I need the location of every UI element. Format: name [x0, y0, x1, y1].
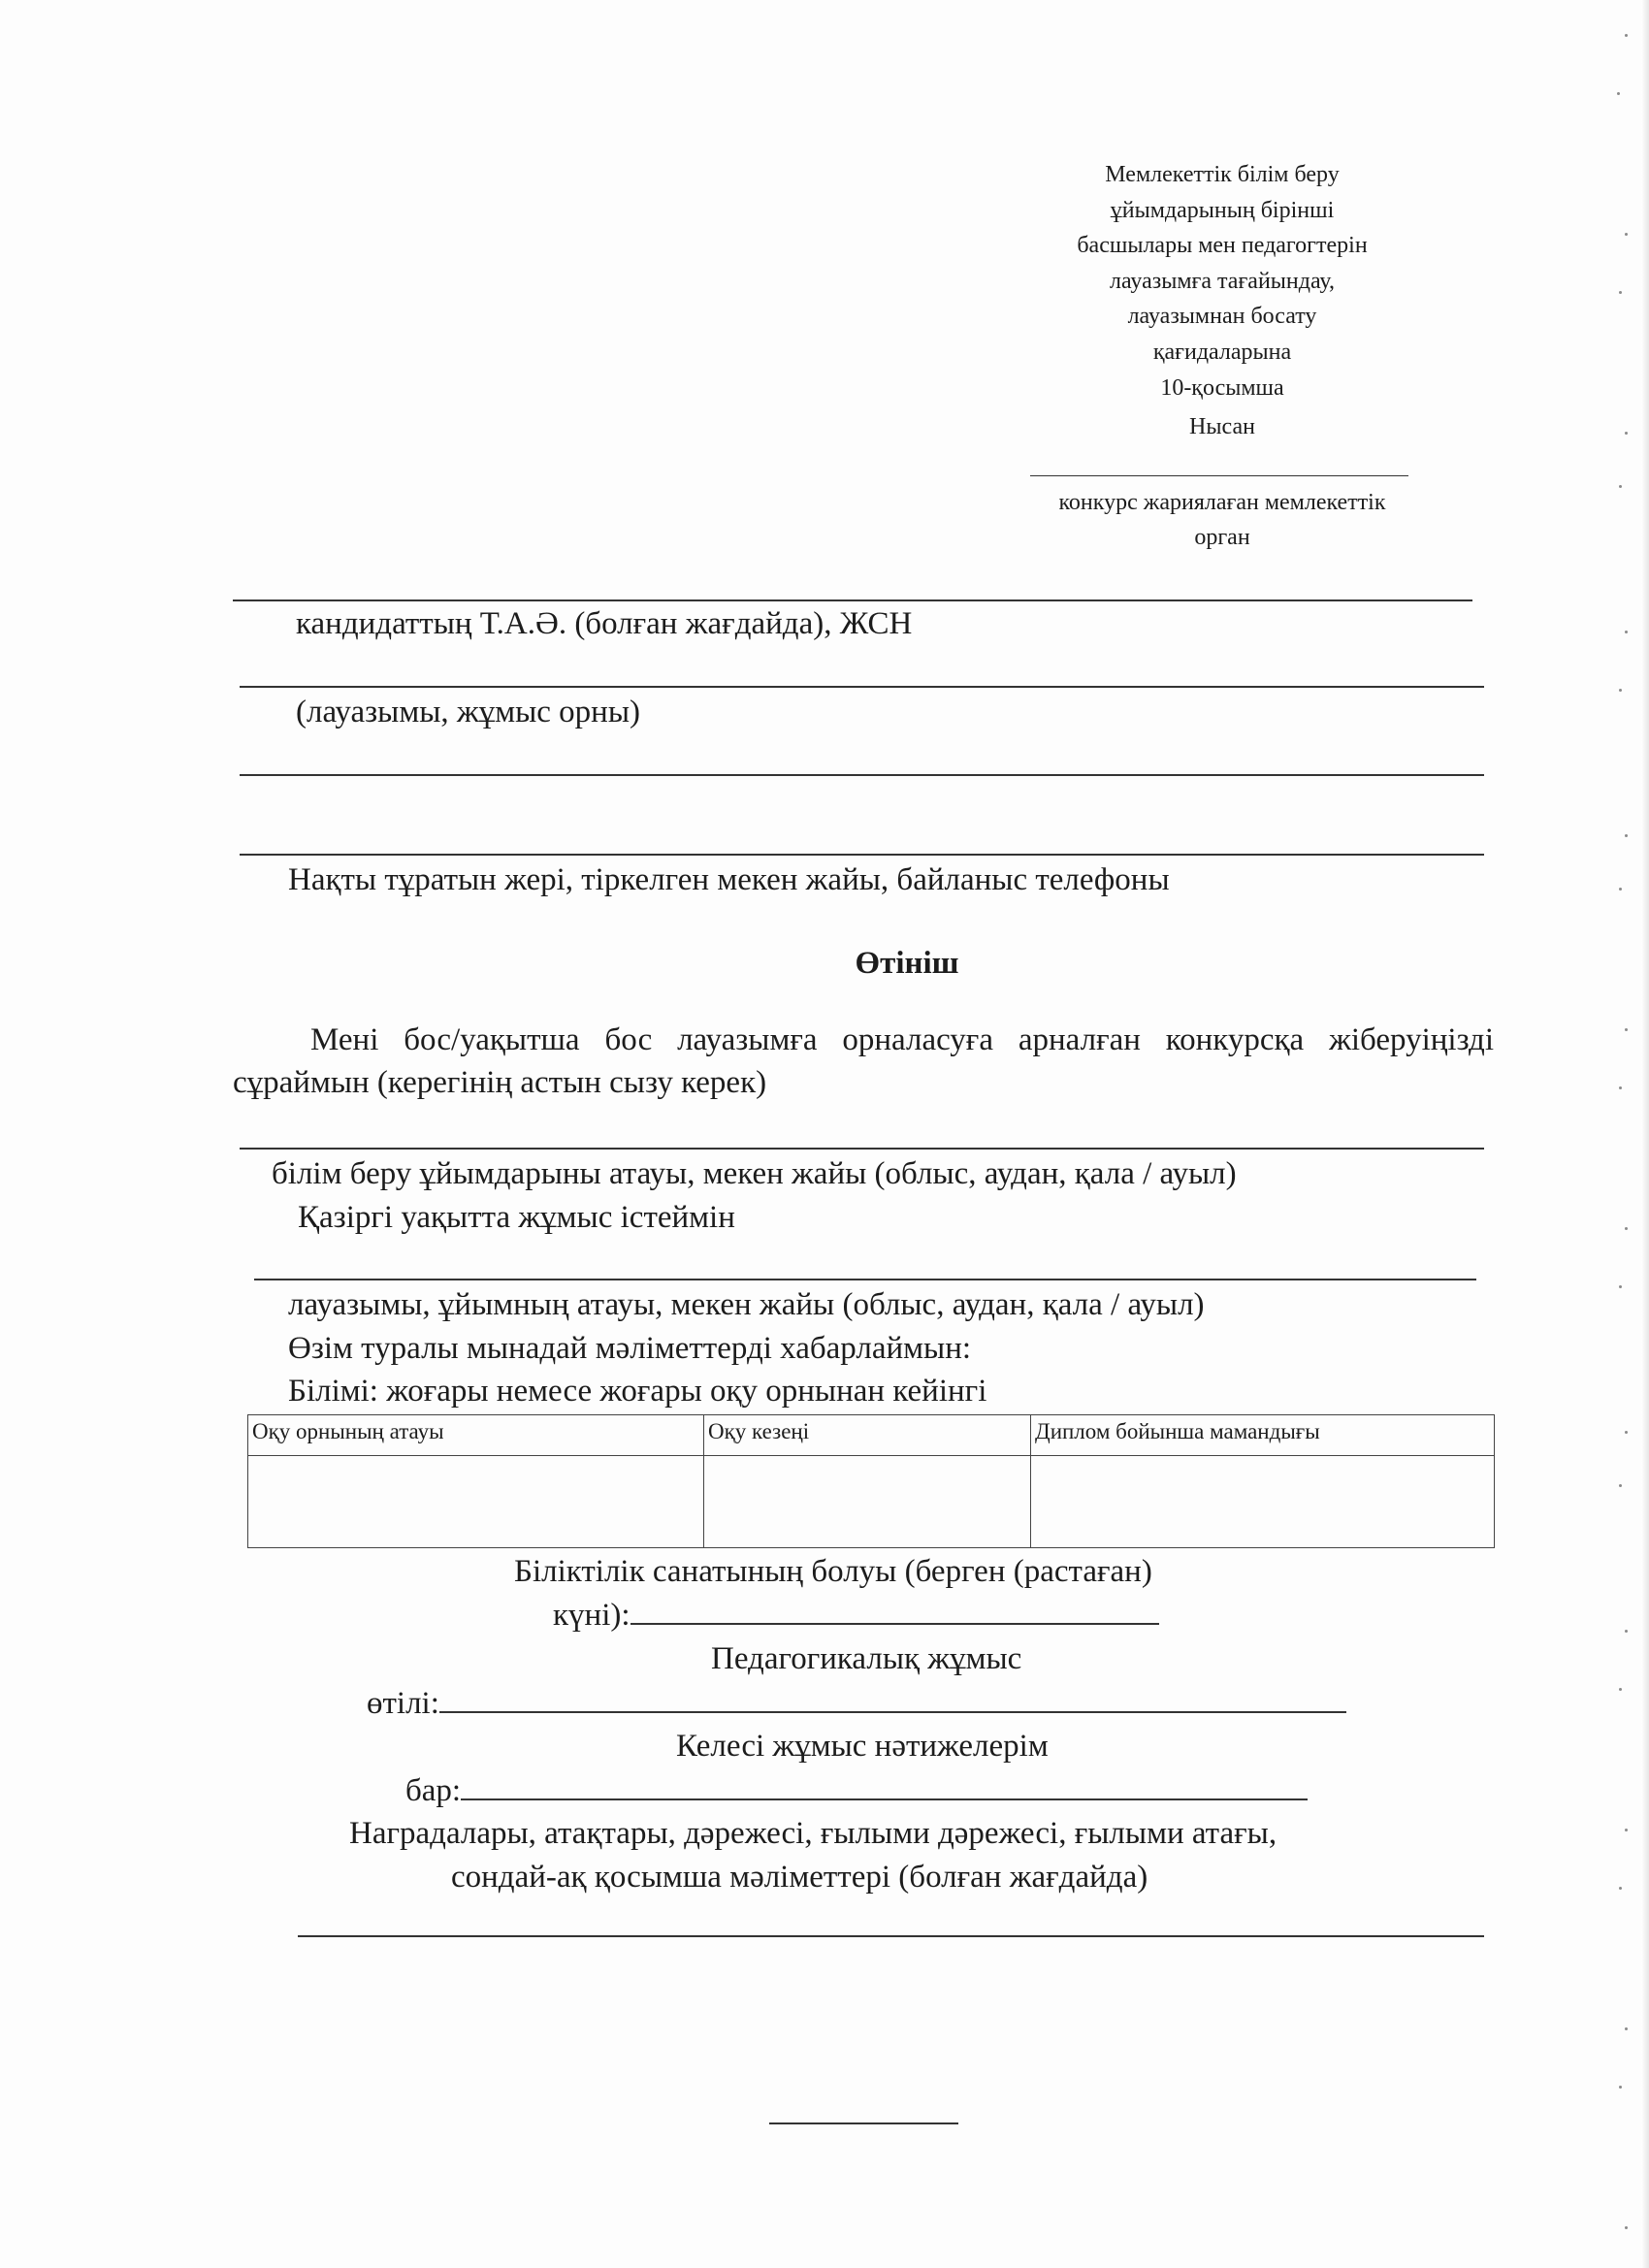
scan-speck — [1619, 1086, 1622, 1089]
scan-speck — [1619, 1285, 1622, 1288]
application-title: Өтініш — [855, 946, 959, 981]
signature-blank[interactable] — [769, 2122, 958, 2124]
scan-speck — [1619, 888, 1622, 891]
institution-cell[interactable] — [248, 1456, 704, 1548]
experience-value-label: өтілі: — [367, 1686, 439, 1721]
table-header-cell: Оқу кезеңі — [704, 1415, 1031, 1456]
awards-label-cont: сондай-ақ қосымша мәліметтері (болған жағдайда) — [451, 1860, 1148, 1895]
qualification-label: Біліктілік санатының болуы (берген (растаған) — [514, 1554, 1152, 1589]
position-caption: (лауазымы, жұмыс орны) — [296, 695, 640, 729]
scan-speck — [1619, 1688, 1622, 1691]
header-line: лауазымға тағайындау, — [1109, 268, 1336, 294]
results-row — [405, 1771, 1308, 1810]
experience-blank[interactable] — [439, 1711, 1346, 1713]
results-value-label: бар: — [405, 1773, 462, 1808]
education-line: Білімі: жоғары немесе жоғары оқу орнынан кейінгі — [288, 1374, 987, 1409]
address-blank[interactable] — [240, 854, 1484, 856]
scan-speck — [1625, 1431, 1628, 1434]
table-header-row — [248, 1415, 1495, 1456]
scan-speck — [1625, 834, 1628, 837]
scan-speck — [1619, 1484, 1622, 1487]
current-work-label: Қазіргі уақытта жұмыс істеймін — [298, 1200, 735, 1235]
header-line: ұйымдарының бірінші — [1110, 197, 1335, 223]
experience-row — [367, 1684, 1346, 1723]
education-table — [247, 1414, 1495, 1548]
header-line: басшылары мен педагогтерін — [1077, 233, 1368, 259]
scan-speck — [1619, 2086, 1622, 2089]
position-blank[interactable] — [240, 686, 1484, 688]
candidate-name-caption: кандидаттың Т.А.Ә. (болған жағдайда), ЖСН — [296, 606, 913, 641]
organ-caption-line: конкурс жариялаған мемлекеттік — [1058, 490, 1386, 515]
organ-blank[interactable] — [1030, 475, 1408, 476]
address-caption: Нақты тұратын жері, тіркелген мекен жайы, байланыс телефоны — [288, 862, 1170, 897]
diploma-specialty-cell[interactable] — [1031, 1456, 1495, 1548]
scan-speck — [1625, 631, 1628, 633]
scan-speck — [1625, 1227, 1628, 1230]
scan-speck — [1619, 291, 1622, 294]
scan-speck — [1625, 1028, 1628, 1031]
table-row — [248, 1456, 1495, 1548]
scan-speck — [1619, 1887, 1622, 1890]
scan-speck — [1619, 485, 1622, 488]
scan-speck — [1625, 233, 1628, 236]
form-label: Нысан — [1189, 414, 1255, 440]
results-blank[interactable] — [461, 1798, 1308, 1800]
scan-speck — [1625, 432, 1628, 435]
appendix-header — [1009, 157, 1436, 445]
awards-label: Наградалары, атақтары, дәрежесі, ғылыми дәрежесі, ғылыми атағы, — [349, 1816, 1277, 1851]
current-job-caption: лауазымы, ұйымның атауы, мекен жайы (облыс, аудан, қала / ауыл) — [288, 1287, 1205, 1322]
header-line: лауазымнан босату — [1127, 304, 1317, 330]
organ-caption — [1009, 485, 1436, 555]
scan-speck — [1625, 2226, 1628, 2229]
candidate-name-blank[interactable] — [233, 599, 1472, 601]
table-header-cell: Диплом бойынша мамандығы — [1031, 1415, 1495, 1456]
qualification-date-row — [553, 1596, 1159, 1635]
extra-blank[interactable] — [240, 774, 1484, 776]
scan-speck — [1625, 1829, 1628, 1831]
organization-caption: білім беру ұйымдарыны атауы, мекен жайы (облыс, аудан, қала / ауыл) — [272, 1156, 1237, 1191]
organ-caption-line: орган — [1194, 525, 1250, 550]
header-line: Мемлекеттік білім беру — [1105, 162, 1340, 187]
organization-blank[interactable] — [240, 1148, 1484, 1150]
scan-speck — [1625, 34, 1628, 37]
results-label: Келесі жұмыс нәтижелерім — [676, 1729, 1049, 1764]
scan-speck — [1625, 1630, 1628, 1633]
scan-speck — [1625, 2027, 1628, 2030]
awards-blank[interactable] — [298, 1935, 1484, 1937]
scan-edge-shadow — [1641, 0, 1649, 2268]
header-line: қағидаларына — [1152, 339, 1292, 365]
study-period-cell[interactable] — [704, 1456, 1031, 1548]
header-line: 10-қосымша — [1160, 374, 1284, 401]
qualification-date-blank[interactable] — [630, 1623, 1159, 1625]
info-intro: Өзім туралы мынадай мәліметтерді хабарлаймын: — [288, 1331, 972, 1366]
experience-label: Педагогикалық жұмыс — [711, 1641, 1022, 1676]
scan-speck — [1619, 689, 1622, 692]
request-paragraph: Мені бос/уақытша бос лауазымға орналасуға арналған конкурсқа жіберуіңізді сұраймын (керегінің астын сызу керек) — [233, 1022, 1494, 1100]
table-header-cell: Оқу орнының атауы — [248, 1415, 704, 1456]
current-job-blank[interactable] — [254, 1279, 1476, 1280]
qualification-date-label: күні): — [553, 1598, 630, 1633]
scan-speck — [1617, 92, 1620, 95]
